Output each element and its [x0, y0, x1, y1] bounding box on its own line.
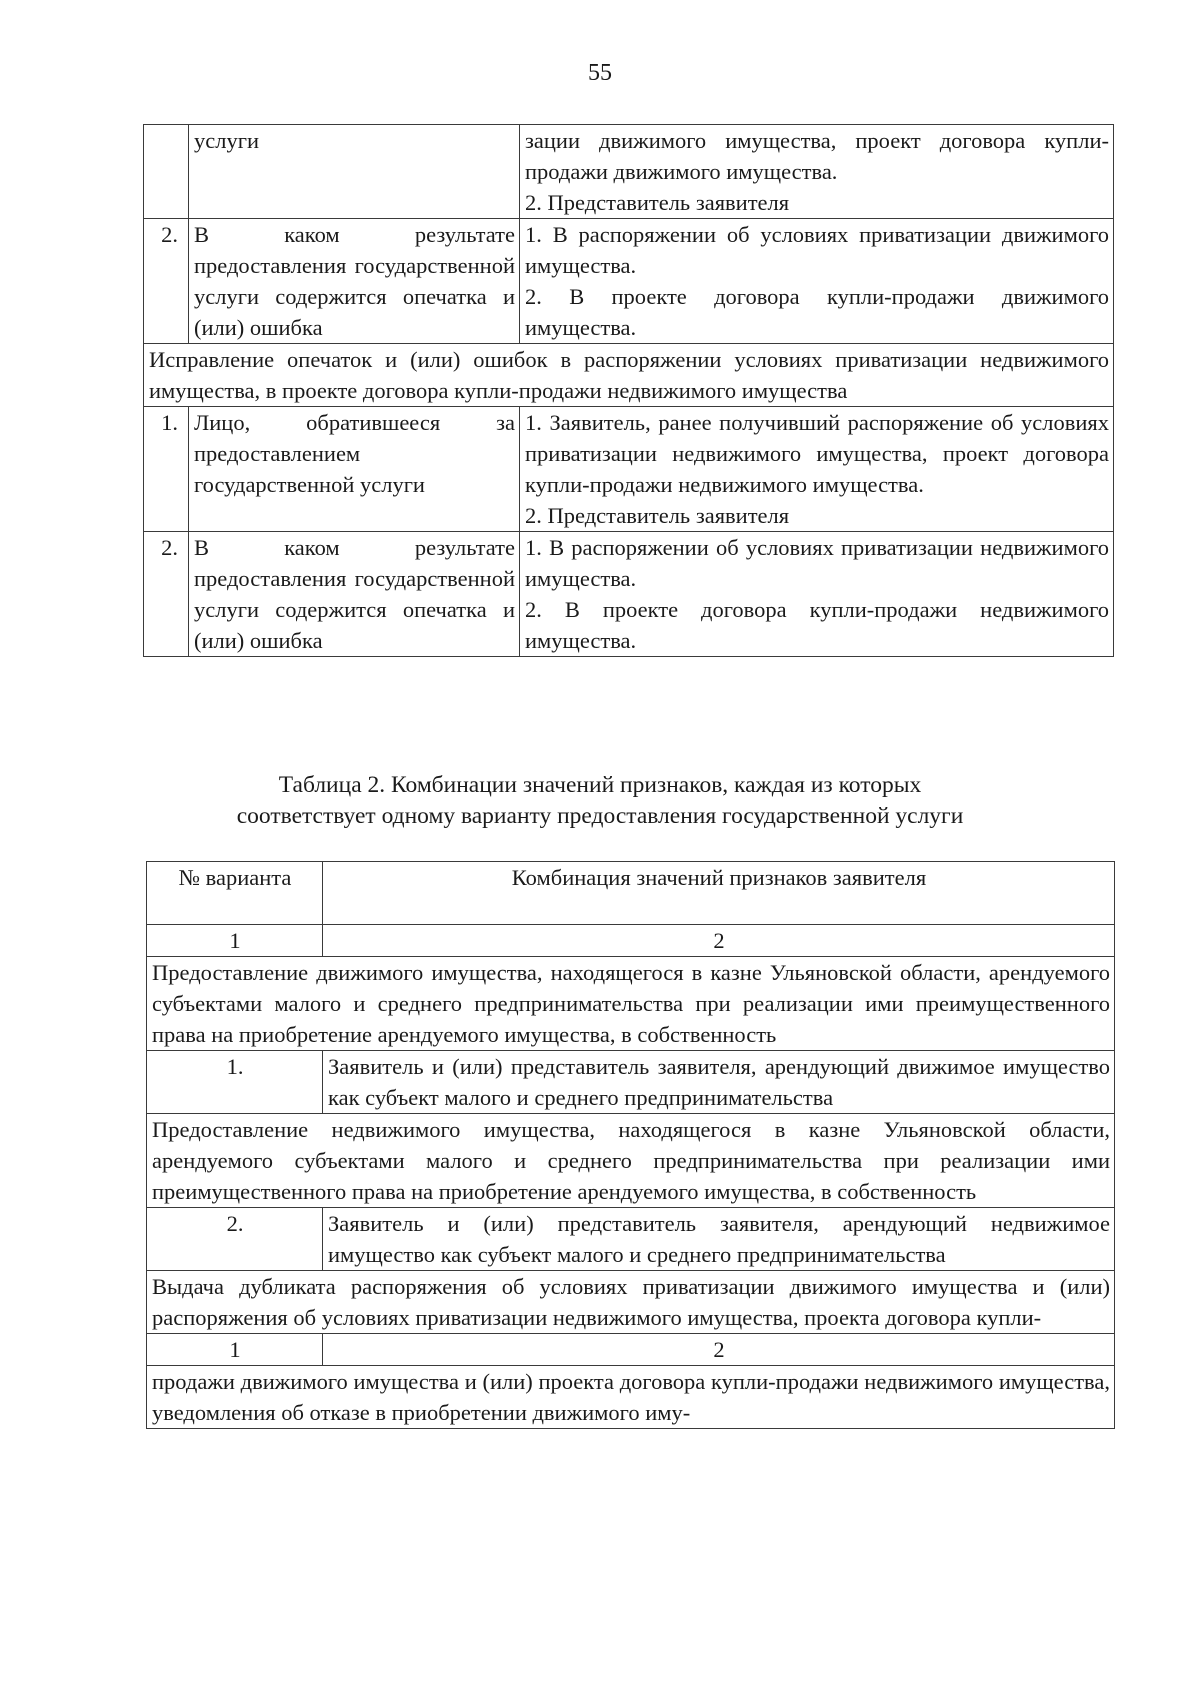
section-heading: Предоставление движимого имущества, находящегося в казне Ульяновской области, арендуемого субъектами малого и среднего предпринимательства при реализации ими преимущественного права на приобретение арендуемого имущества, в собственность [147, 957, 1115, 1051]
row-criterion: В каком результате предоставления государственной услуги содержится опечатка и (или) ошибка [189, 219, 520, 344]
table-2 [146, 861, 1115, 1429]
table-continuation [143, 124, 1114, 657]
row-values: 1. Заявитель, ранее получивший распоряжение об условиях приватизации недвижимого имущества, проект договора купли-продажи недвижимого имущества. 2. Представитель заявителя [520, 407, 1114, 532]
table-section-row [147, 1366, 1115, 1429]
section-heading: Предоставление недвижимого имущества, находящегося в казне Ульяновской области, арендуемого субъектами малого и среднего предпринимательства при реализации ими преимущественного права на приобретение арендуемого имущества, в собственность [147, 1114, 1115, 1208]
column-number-1: 1 [147, 925, 323, 957]
header-combination: Комбинация значений признаков заявителя [323, 862, 1115, 925]
row-values: 1. В распоряжении об условиях приватизации движимого имущества. 2. В проекте договора купли-продажи движимого имущества. [520, 219, 1114, 344]
row-number: 1. [144, 407, 189, 532]
header-variant-number: № варианта [147, 862, 323, 925]
page-number: 55 [588, 60, 612, 86]
variant-number: 1. [147, 1051, 323, 1114]
row-criterion: Лицо, обратившееся за предоставлением государственной услуги [189, 407, 520, 532]
row-criterion: В каком результате предоставления государственной услуги содержится опечатка и (или) ошибка [189, 532, 520, 657]
table-2-caption [0, 770, 1200, 832]
row-values: 1. В распоряжении об условиях приватизации недвижимого имущества. 2. В проекте договора купли-продажи недвижимого имущества. [520, 532, 1114, 657]
table-2-column-numbering [147, 925, 1115, 957]
table-2-column-numbering [147, 1334, 1115, 1366]
section-heading: Исправление опечаток и (или) ошибок в распоряжении условиях приватизации недвижимого имущества, в проекте договора купли-продажи недвижимого имущества [144, 344, 1114, 407]
row-number: 2. [144, 219, 189, 344]
variant-combination: Заявитель и (или) представитель заявителя, арендующий движимое имущество как субъект малого и среднего предпринимательства [323, 1051, 1115, 1114]
table-section-row [144, 344, 1114, 407]
variant-combination: Заявитель и (или) представитель заявителя, арендующий недвижимое имущество как субъект малого и среднего предпринимательства [323, 1208, 1115, 1271]
table-section-row [147, 1114, 1115, 1208]
column-number-2: 2 [323, 1334, 1115, 1366]
row-criterion: услуги [189, 125, 520, 219]
section-heading: продажи движимого имущества и (или) проекта договора купли-продажи недвижимого имущества, уведомления об отказе в приобретении движимого иму- [147, 1366, 1115, 1429]
caption-line-2: соответствует одному варианту предоставления государственной услуги [236, 803, 964, 829]
table-row [147, 1051, 1115, 1114]
table-row [144, 125, 1114, 219]
table-row [147, 1208, 1115, 1271]
table-section-row [147, 1271, 1115, 1334]
section-heading: Выдача дубликата распоряжения об условиях приватизации движимого имущества и (или) распоряжения об условиях приватизации недвижимого имущества, проекта договора купли- [147, 1271, 1115, 1334]
row-number [144, 125, 189, 219]
row-values: зации движимого имущества, проект договора купли-продажи движимого имущества. 2. Представитель заявителя [520, 125, 1114, 219]
variant-number: 2. [147, 1208, 323, 1271]
table-section-row [147, 957, 1115, 1051]
table-2-header-row [147, 862, 1115, 925]
column-number-2: 2 [323, 925, 1115, 957]
column-number-1: 1 [147, 1334, 323, 1366]
table-row [144, 219, 1114, 344]
row-number: 2. [144, 532, 189, 657]
table-row [144, 532, 1114, 657]
caption-line-1: Таблица 2. Комбинации значений признаков, каждая из которых [278, 772, 922, 798]
table-row [144, 407, 1114, 532]
